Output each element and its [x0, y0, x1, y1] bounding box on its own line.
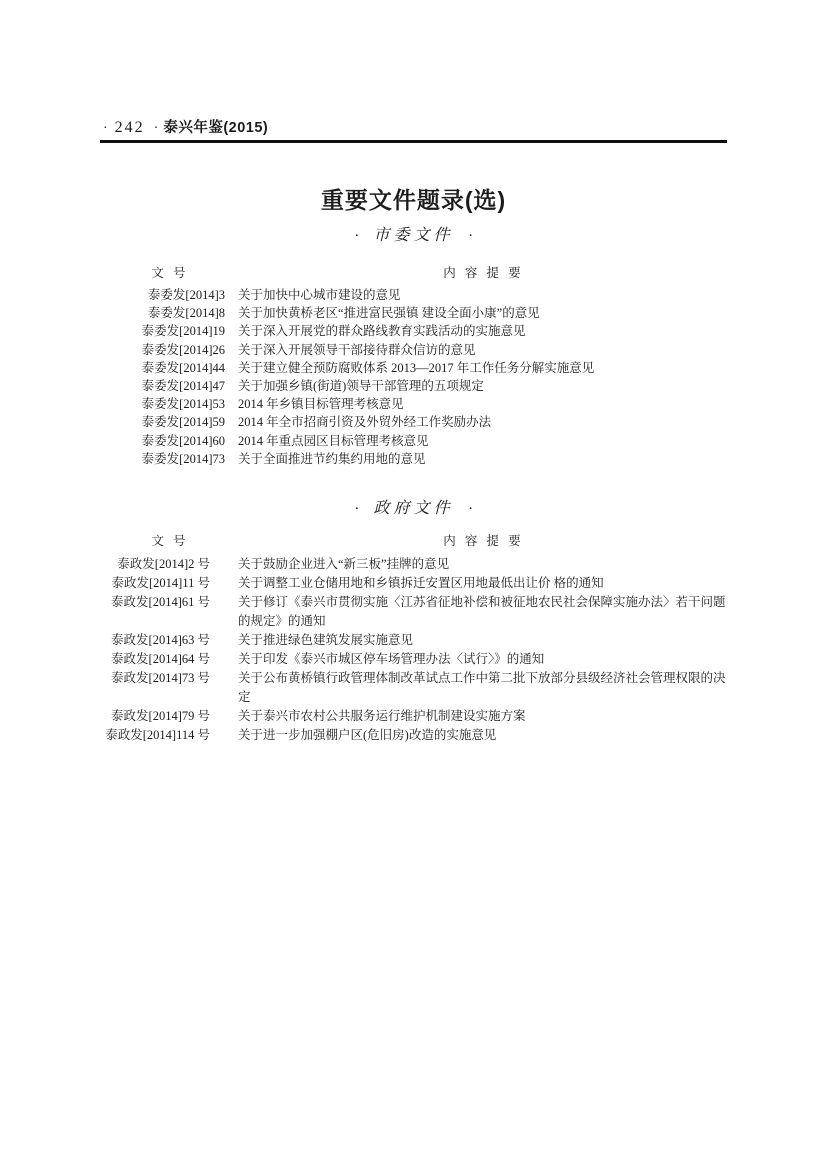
section-heading-committee: [100, 226, 727, 246]
document-entry: [100, 555, 727, 574]
header-dot-icon: ·: [103, 121, 108, 136]
doc-number: 泰政发[2014]2 号: [117, 557, 210, 571]
doc-number: 泰委发[2014]59: [141, 415, 225, 430]
document-entry: [100, 574, 727, 593]
doc-summary: 关于深入开展党的群众路线教育实践活动的实施意见: [238, 324, 526, 339]
doc-summary: 关于深入开展领导干部接待群众信访的意见: [238, 342, 476, 357]
doc-number: 泰政发[2014]64 号: [111, 652, 210, 666]
heading-dot-icon: ·: [468, 228, 473, 244]
doc-summary: 关于加快黄桥老区“推进富民强镇 建设全面小康”的意见: [238, 306, 540, 321]
section-heading-label: 政府文件: [373, 500, 454, 517]
column-header-summary: 内 容 提 要: [443, 266, 524, 280]
committee-table-header: [100, 265, 727, 281]
column-header-doc-no: 文 号: [151, 534, 189, 548]
doc-summary: 关于调整工业仓储用地和乡镇拆迁安置区用地最低出让价 格的通知: [238, 576, 604, 590]
doc-number: 泰委发[2014]3: [147, 288, 225, 302]
document-entry: [100, 450, 727, 468]
doc-summary: 关于全面推进节约集约用地的意见: [238, 451, 426, 466]
doc-summary: 关于印发《泰兴市城区停车场管理办法〈试行〉》的通知: [238, 652, 545, 666]
doc-number: 泰委发[2014]60: [141, 433, 225, 448]
document-entry: [100, 631, 727, 650]
doc-summary: 关于泰兴市农村公共服务运行维护机制建设实施方案: [238, 709, 526, 723]
government-table: [100, 555, 727, 745]
doc-summary: 2014 年全市招商引资及外贸外经工作奖励办法: [238, 415, 492, 430]
doc-summary: 关于加快中心城市建设的意见: [238, 288, 401, 302]
document-entry: [100, 707, 727, 726]
doc-summary: 关于推进绿色建筑发展实施意见: [238, 633, 414, 647]
page-title: 重要文件题录(选): [320, 187, 507, 213]
doc-number: 泰委发[2014]26: [141, 342, 225, 357]
document-entry: [100, 286, 727, 304]
doc-number: 泰政发[2014]79 号: [111, 709, 210, 723]
heading-dot-icon: ·: [354, 501, 359, 517]
doc-number: 泰政发[2014]61 号: [111, 595, 210, 609]
doc-number: 泰委发[2014]44: [141, 360, 225, 375]
doc-summary: 关于进一步加强棚户区(危旧房)改造的实施意见: [238, 728, 497, 742]
committee-table: [100, 286, 727, 468]
column-header-doc-no: 文 号: [151, 266, 189, 280]
document-entry: [100, 413, 727, 431]
document-entry: [100, 359, 727, 377]
government-table-header: [100, 533, 727, 549]
document-entry: [100, 650, 727, 669]
document-entry: [100, 304, 727, 322]
document-entry: [100, 341, 727, 359]
doc-summary: 关于修订《泰兴市贯彻实施〈江苏省征地补偿和被征地农民社会保障实施办法〉若干问题的规定》的通知: [238, 595, 726, 628]
doc-number: 泰委发[2014]8: [147, 306, 225, 321]
section-heading-government: [100, 499, 727, 519]
page-number: 242: [114, 119, 145, 136]
doc-summary: 2014 年乡镇目标管理考核意见: [238, 397, 404, 412]
doc-number: 泰委发[2014]73: [141, 451, 225, 466]
heading-dot-icon: ·: [468, 501, 473, 517]
column-header-summary: 内 容 提 要: [443, 534, 524, 548]
doc-number: 泰委发[2014]19: [141, 324, 225, 339]
heading-dot-icon: ·: [354, 228, 359, 244]
section-heading-label: 市委文件: [373, 227, 454, 244]
document-entry: [100, 669, 727, 707]
doc-number: 泰政发[2014]114 号: [105, 728, 210, 742]
header-dot-icon: ·: [153, 121, 159, 136]
doc-number: 泰政发[2014]63 号: [111, 633, 210, 647]
doc-summary: 关于建立健全预防腐败体系 2013—2017 年工作任务分解实施意见: [238, 360, 595, 375]
doc-summary: 2014 年重点园区目标管理考核意见: [238, 433, 429, 448]
document-entry: [100, 322, 727, 340]
document-entry: [100, 395, 727, 413]
header-rule: [100, 140, 727, 143]
doc-number: 泰政发[2014]73 号: [111, 671, 210, 685]
book-title: 泰兴年鉴(2015): [163, 120, 269, 136]
document-entry: [100, 593, 727, 631]
document-entry: [100, 377, 727, 395]
document-entry: [100, 726, 727, 745]
document-entry: [100, 432, 727, 450]
doc-summary: 关于鼓励企业进入“新三板”挂牌的意见: [238, 557, 450, 571]
doc-summary: 关于加强乡镇(街道)领导干部管理的五项规定: [238, 379, 484, 394]
running-header: [100, 116, 727, 137]
doc-number: 泰委发[2014]47: [141, 379, 225, 394]
doc-summary: 关于公布黄桥镇行政管理体制改革试点工作中第二批下放部分县级经济社会管理权限的决定: [238, 671, 726, 704]
doc-number: 泰委发[2014]53: [141, 397, 225, 412]
doc-number: 泰政发[2014]11 号: [111, 576, 210, 590]
